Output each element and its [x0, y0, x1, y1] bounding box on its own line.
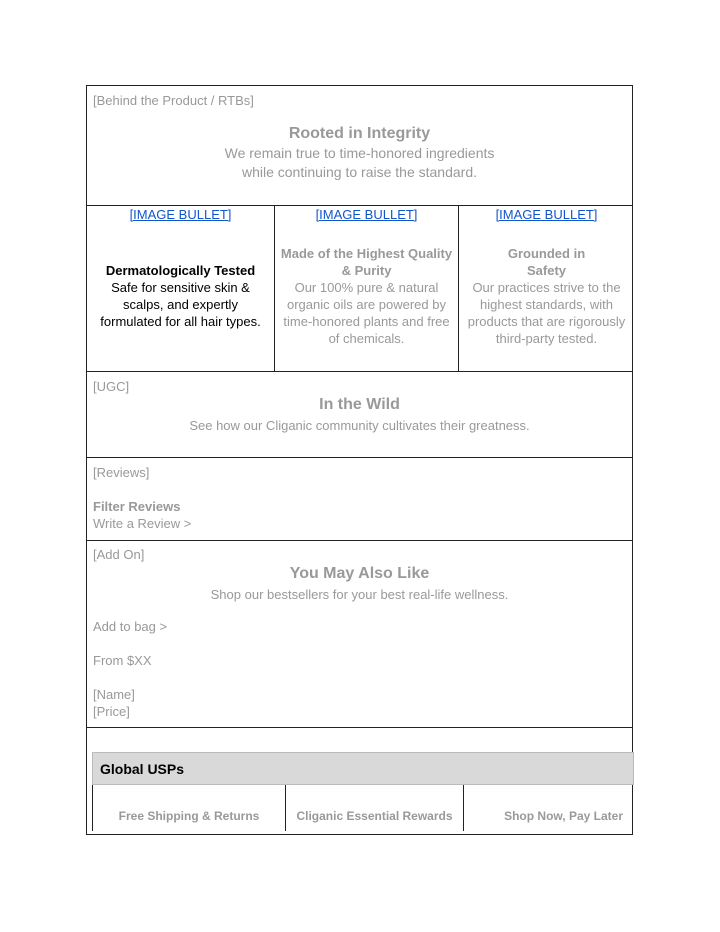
rtb-subtitle-line1: We remain true to time-honored ingredients [224, 145, 495, 161]
from-price: From $XX [93, 653, 152, 668]
usp-item [464, 785, 635, 831]
usp-cells-row [92, 785, 634, 831]
ugc-subtitle: See how our Cliganic community cultivates their greatness. [189, 418, 530, 433]
ugc-title: In the Wild [319, 396, 400, 413]
usp-label: Cliganic Essential Rewards [296, 809, 453, 823]
rtb-section [87, 86, 632, 206]
add-to-bag-link[interactable]: Add to bag > [93, 619, 168, 634]
addon-section [87, 541, 632, 728]
usp-label: Free Shipping & Returns [118, 809, 260, 823]
bullet-2-line: of chemicals. [328, 331, 405, 346]
bullet-1-line: scalps, and expertly [123, 297, 238, 312]
reviews-section [87, 458, 632, 541]
usp-item [93, 785, 286, 831]
usp-item [286, 785, 464, 831]
bullet-3-heading: Safety [526, 263, 567, 278]
reviews-tag: [Reviews] [93, 465, 150, 480]
rtb-title: Rooted in Integrity [288, 125, 431, 142]
bullet-3-line: Our practices strive to the [472, 280, 621, 295]
usp-label: Shop Now, Pay Later [504, 809, 623, 823]
filter-reviews-button[interactable]: Filter Reviews [93, 499, 181, 514]
addon-title: You May Also Like [289, 565, 430, 582]
bullet-2-line: time-honored plants and free [283, 314, 450, 329]
ugc-section [87, 372, 632, 458]
bullet-3-line: third-party tested. [495, 331, 598, 346]
addon-subtitle: Shop our bestsellers for your best real-life wellness. [210, 587, 509, 602]
global-usps-section [87, 728, 632, 836]
product-name: [Name] [93, 687, 135, 702]
bullet-3-line: products that are rigorously [467, 314, 626, 329]
bullet-2-line: Our 100% pure & natural [294, 280, 439, 295]
bullet-1-line: Safe for sensitive skin & [111, 280, 250, 295]
ugc-tag: [UGC] [93, 379, 130, 394]
write-review-link[interactable]: Write a Review > [93, 516, 192, 531]
global-usps-header [92, 752, 634, 785]
image-bullet-link-1[interactable]: [IMAGE BULLET] [129, 207, 232, 222]
bullet-column-1 [87, 206, 275, 371]
bullet-column-3 [459, 206, 634, 371]
bullet-column-2 [275, 206, 459, 371]
bullet-1-heading: Dermatologically Tested [105, 263, 256, 278]
bullet-3-heading: Grounded in [507, 246, 586, 261]
bullet-2-heading: Made of the Highest Quality [280, 246, 453, 261]
image-bullet-link-2[interactable]: [IMAGE BULLET] [315, 207, 418, 222]
bullet-1-line: formulated for all hair types. [100, 314, 261, 329]
bullets-section [87, 206, 632, 372]
image-bullet-link-3[interactable]: [IMAGE BULLET] [495, 207, 598, 222]
product-price: [Price] [93, 704, 130, 719]
bullet-2-line: organic oils are powered by [287, 297, 446, 312]
global-usps-title: Global USPs [100, 761, 185, 777]
bullet-2-heading: & Purity [341, 263, 392, 278]
bullet-3-line: highest standards, with [480, 297, 613, 312]
rtb-tag: [Behind the Product / RTBs] [93, 93, 254, 108]
addon-tag: [Add On] [93, 547, 145, 562]
content-spec-document [86, 85, 633, 835]
rtb-subtitle-line2: while continuing to raise the standard. [241, 164, 478, 180]
